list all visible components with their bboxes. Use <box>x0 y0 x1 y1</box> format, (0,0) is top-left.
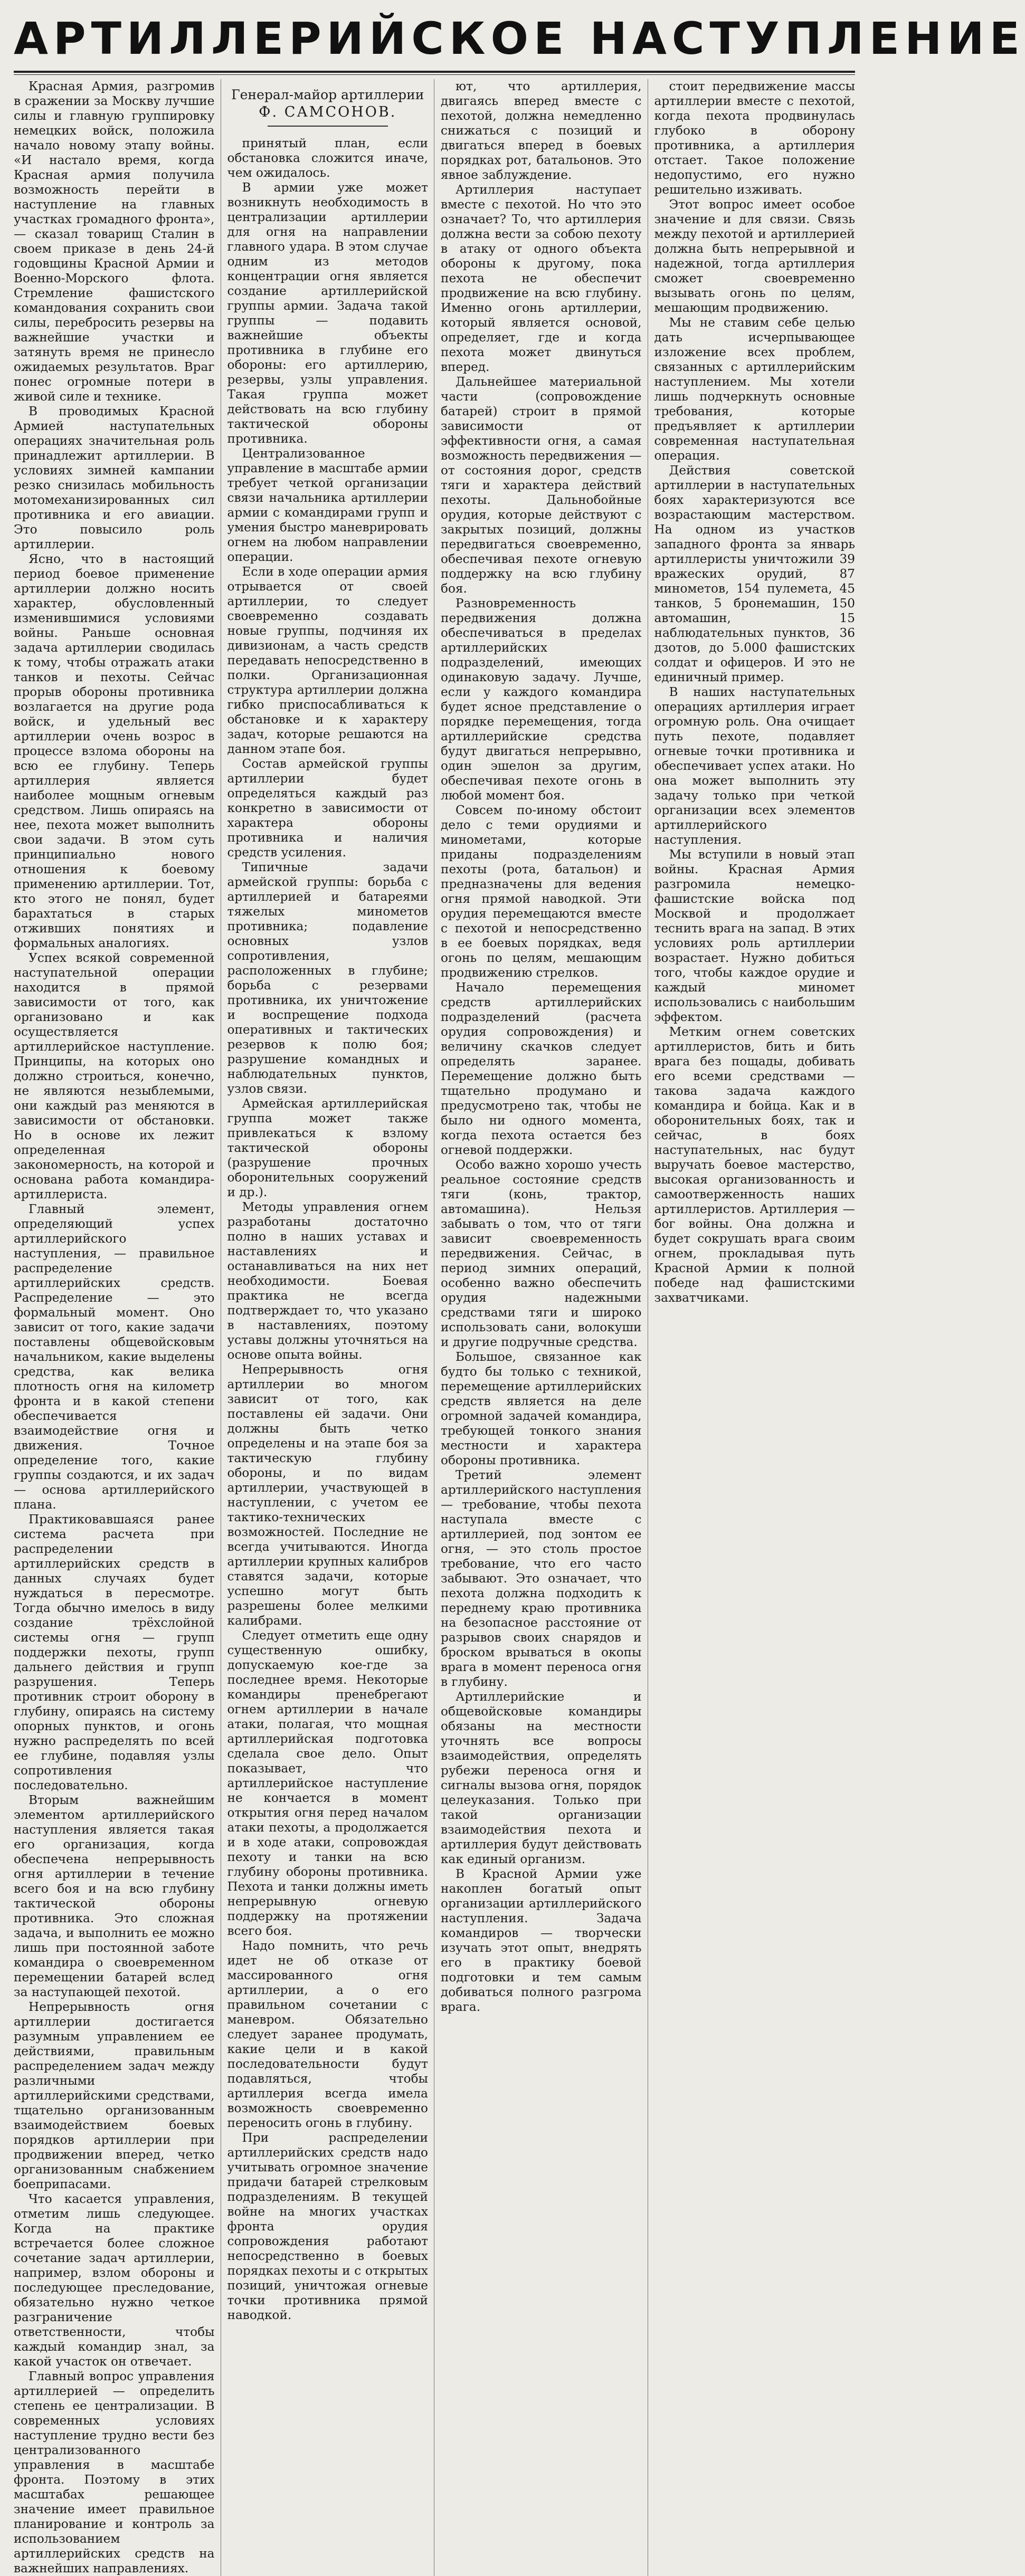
paragraph: Практиковавшаяся ранее система расчета при распределении артиллерийских средств в данных случаях будет нуждаться в пересмотре. Тогда обычно имелось в виду создание трёхслойной системы огня — групп поддержки пехоты, групп дальнего действия и групп разрушения. Теперь противник строит оборону в глубину, опираясь на систему опорных пунктов, и огонь нужно распределять по всей ее глубине, подавляя узлы сопротивления последовательно. <box>14 1512 215 1792</box>
paragraph: Красная Армия, разгромив в сражении за Москву лучшие силы и главную группировку немецких войск, положила начало новому этапу войны. «И настало время, когда Красная армия получила возможность перейти в наступление на главных участках громадного фронта», — сказал товарищ Сталин в своем приказе в день 24-й годовщины Красной Армии и Военно-Морского флота. Стремление фашистского командования сохранить свои силы, перебросить резервы на важнейшие участки и затянуть время не принесло ожидаемых результатов. Враг понес огромные потери в живой силе и технике. <box>14 79 215 404</box>
paragraph: Мы не ставим себе целью дать исчерпывающее изложение всех проблем, связанных с артиллерийским наступлением. Мы хотели лишь подчеркнуть основные требования, которые предъявляет к артиллерии современная наступательная операция. <box>654 316 855 463</box>
byline-rule <box>268 126 388 127</box>
paragraph: Вторым важнейшим элементом артиллерийского наступления является такая его организация, когда обеспечена непрерывность огня артиллерии в течение всего боя и на всю глубину тактической обороны противника. Это сложная задача, и выполнить ее можно лишь при постоянной заботе командира о своевременном перемещении батарей вслед за наступающей пехотой. <box>14 1793 215 1999</box>
paragraph: принятый план, если обстановка сложится иначе, чем ожидалось. <box>227 136 428 180</box>
column-4 <box>654 79 856 2576</box>
paragraph: В армии уже может возникнуть необходимость в централизации артиллерии для огня на направлении главного удара. В этом случае одним из методов концентрации огня является создание артиллерийской группы армии. Задача такой группы — подавить важнейшие объекты противника в глубине его обороны: его артиллерию, резервы, узлы управления. Такая группа может действовать на всю глубину тактической обороны противника. <box>227 180 428 446</box>
paragraph: При распределении артиллерийских средств надо учитывать огромное значение придачи батарей стрелковым подразделениям. В текущей войне на многих участках фронта орудия сопровождения работают непосредственно в боевых порядках пехоты и с открытых позиций, уничтожая огневые точки противника прямой наводкой. <box>227 2131 428 2322</box>
paragraph: Что касается управления, отметим лишь следующее. Когда на практике встречается более сложное сочетание задач артиллерии, например, взлом обороны и последующее преследование, обязательно нужно четкое разграничение ответственности, чтобы каждый командир знал, за какой участок он отвечает. <box>14 2192 215 2369</box>
paragraph: Начало перемещения средств артиллерийских подразделений (расчета орудия сопровождения) и величину скачков следует определять заранее. Перемещение должно быть тщательно продумано и предусмотрено так, чтобы не было ни одного момента, когда пехота остается без огневой поддержки. <box>441 980 642 1157</box>
paragraph: Армейская артиллерийская группа может также привлекаться к взлому тактической обороны (разрушение прочных оборонительных сооружений и др.). <box>227 1096 428 1199</box>
paragraph: В наших наступательных операциях артиллерия играет огромную роль. Она очищает путь пехоте, подавляет огневые точки противника и обеспечивает успех атаки. Но она может выполнить эту задачу только при четкой организации всех элементов артиллерийского наступления. <box>654 685 855 847</box>
paragraph: Методы управления огнем разработаны достаточно полно в наших уставах и наставлениях и останавливаться на них нет необходимости. Боевая практика не всегда подтверждает то, что указано в наставлениях, поэтому уставы должны уточняться на основе опыта войны. <box>227 1200 428 1362</box>
paragraph: Успех всякой современной наступательной операции находится в прямой зависимости от того, как организовано и как осуществляется артиллерийское наступление. Принципы, на которых оно должно строиться, конечно, не являются незыблемыми, они каждый раз меняются в зависимости от обстановки. Но в основе их лежит определенная закономерность, на которой и основана работа командира-артиллериста. <box>14 951 215 1201</box>
paragraph: Разновременность передвижения должна обеспечиваться в пределах артиллерийских подразделений, имеющих одинаковую задачу. Лучше, если у каждого командира будет ясное представление о порядке перемещения, тогда артиллерийские средства будут двигаться непрерывно, один эшелон за другим, обеспечивая пехоте огонь в любой момент боя. <box>441 596 642 803</box>
paragraph: Централизованное управление в масштабе армии требует четкой организации связи начальника артиллерии армии с командирами групп и умения быстро маневрировать огнем на любом направлении операции. <box>227 446 428 564</box>
paragraph: Артиллерийские и общевойсковые командиры обязаны на местности уточнять все вопросы взаимодействия, определять рубежи переноса огня и сигналы вызова огня, порядок целеуказания. Только при такой организации взаимодействия пехота и артиллерия будут действовать как единый организм. <box>441 1690 642 1866</box>
paragraph: Этот вопрос имеет особое значение и для связи. Связь между пехотой и артиллерией должна быть непрерывной и надежной, тогда артиллерия сможет своевременно вызывать огонь по целям, мешающим продвижению. <box>654 197 855 315</box>
paragraph: В проводимых Красной Армией наступательных операциях значительная роль принадлежит артиллерии. В условиях зимней кампании резко снизилась мобильность мотомеханизированных сил противника и его авиации. Это повысило роль артиллерии. <box>14 404 215 551</box>
paragraph: Главный элемент, определяющий успех артиллерийского наступления, — правильное распределение артиллерийских средств. Распределение — это формальный момент. Оно зависит от того, какие задачи поставлены общевойсковым начальником, какие выделены средства, как велика плотность огня на километр фронта и в какой степени обеспечивается взаимодействие огня и движения. Точное определение того, какие группы создаются, и их задач — основа артиллерийского плана. <box>14 1202 215 1512</box>
paragraph: Главный вопрос управления артиллерией — определить степень ее централизации. В современных условиях наступление трудно вести без централизованного управления в масштабе фронта. Поэтому в этих масштабах решающее значение имеет правильное планирование и контроль за использованием артиллерийских средств на важнейших направлениях. <box>14 2369 215 2575</box>
paragraph: Если в ходе операции армия отрывается от своей артиллерии, то следует своевременно создавать новые группы, подчиняя их дивизионам, а часть средств передавать непосредственно в полки. Организационная структура артиллерии должна гибко приспосабливаться к обстановке и к характеру задач, которые решаются на данном этапе боя. <box>227 565 428 756</box>
paragraph: Мы вступили в новый этап войны. Красная Армия разгромила немецко-фашистские войска под Москвой и продолжает теснить врага на запад. В этих условиях роль артиллерии возрастает. Нужно добиться того, чтобы каждое орудие и каждый миномет использовались с наибольшим эффектом. <box>654 847 855 1024</box>
paragraph: Артиллерия наступает вместе с пехотой. Но что это означает? То, что артиллерия должна вести за собою пехоту в атаку от одного объекта обороны к другому, пока пехота не обеспечит продвижение на всю глубину. Именно огонь артиллерии, который является основой, определяет, где и когда пехота может двинуться вперед. <box>441 183 642 374</box>
article-columns <box>14 79 855 2575</box>
paragraph: Надо помнить, что речь идет не об отказе от массированного огня артиллерии, а о его правильном сочетании с маневром. Обязательно следует заранее продумать, какие цели и в какой последовательности будут подавляться, чтобы артиллерия всегда имела возможность своевременно переносить огонь в глубину. <box>227 1939 428 2130</box>
paragraph: Следует отметить еще одну существенную ошибку, допускаемую кое-где за последнее время. Некоторые командиры пренебрегают огнем артиллерии в начале атаки, полагая, что мощная артиллерийская подготовка сделала свое дело. Опыт показывает, что артиллерийское наступление не кончается в момент открытия огня перед началом атаки пехоты, а продолжается и в ходе атаки, сопровождая пехоту и танки на всю глубину обороны противника. Пехота и танки должны иметь непрерывную огневую поддержку на протяжении всего боя. <box>227 1628 428 1938</box>
paragraph: Совсем по-иному обстоит дело с теми орудиями и минометами, которые приданы подразделениям пехоты (рота, батальон) и предназначены для ведения огня прямой наводкой. Эти орудия перемещаются вместе с пехотой и непосредственно в ее боевых порядках, ведя огонь по целям, мешающим продвижению стрелков. <box>441 803 642 980</box>
paragraph: стоит передвижение массы артиллерии вместе с пехотой, когда пехота продвинулась глубоко в оборону противника, а артиллерия отстает. Такое положение недопустимо, его нужно решительно изживать. <box>654 79 855 197</box>
byline-rank: Генерал-майор артиллерии <box>231 87 424 102</box>
column-1 <box>14 79 215 2576</box>
paragraph: Непрерывность огня артиллерии достигается разумным управлением ее действиями, правильным распределением задач между различными артиллерийскими средствами, тщательно организованным взаимодействием боевых порядков артиллерии при продвижении вперед, четко организованным снабжением боеприпасами. <box>14 2000 215 2191</box>
paragraph: Особо важно хорошо учесть реальное состояние средств тяги (конь, трактор, автомашина). Нельзя забывать о том, что от тяги зависит своевременность передвижения. Сейчас, в период зимних операций, особенно важно обеспечить орудия надежными средствами тяги и широко использовать сани, волокуши и другие подручные средства. <box>441 1158 642 1349</box>
paragraph: Дальнейшее материальной части (сопровождение батарей) строит в прямой зависимости от эффективности огня, а самая возможность передвижения — от состояния дорог, средств тяги и характера действий пехоты. Дальнобойные орудия, которые действуют с закрытых позиций, должны передвигаться своевременно, обеспечивая пехоте огневую поддержку на всю глубину боя. <box>441 375 642 596</box>
paragraph: Большое, связанное как будто бы только с техникой, перемещение артиллерийских средств является на деле огромной задачей командира, требующей тонкого знания местности и характера обороны противника. <box>441 1350 642 1467</box>
column-2 <box>227 79 429 2576</box>
headline-rule <box>14 71 855 73</box>
byline-name: Ф. САМСОНОВ. <box>259 104 397 120</box>
byline <box>227 87 429 127</box>
paragraph: Действия советской артиллерии в наступательных боях характеризуются все возрастающим мастерством. На одном из участков западного фронта за январь артиллеристы уничтожили 39 вражеских орудий, 87 минометов, 154 пулемета, 45 танков, 5 бронемашин, 150 автомашин, 15 наблюдательных пунктов, 36 дзотов, до 5.000 фашистских солдат и офицеров. И это не единичный пример. <box>654 463 855 684</box>
headline-rule-thin <box>14 74 855 75</box>
article-headline: АРТИЛЛЕРИЙСКОЕ НАСТУПЛЕНИЕ <box>14 13 1025 64</box>
paragraph: Ясно, что в настоящий период боевое применение артиллерии должно носить характер, обусловленный изменившимися условиями войны. Раньше основная задача артиллерии сводилась к тому, чтобы отражать атаки танков и пехоты. Сейчас прорыв обороны противника возлагается на другие рода войск, и удельный вес артиллерии очень возрос в процессе взлома обороны на всю ее глубину. Теперь артиллерия является наиболее мощным огневым средством. Лишь опираясь на нее, пехота может выполнить свои задачи. В этом суть принципиально нового отношения к боевому применению артиллерии. Тот, кто этого не понял, будет барахтаться в старых отживших понятиях и формальных аналогиях. <box>14 552 215 950</box>
paragraph: ют, что артиллерия, двигаясь вперед вместе с пехотой, должна немедленно снижаться с позиций и двигаться вперед в боевых порядках рот, батальонов. Это явное заблуждение. <box>441 79 642 182</box>
paragraph: Типичные задачи армейской группы: борьба с артиллерией и батареями тяжелых минометов противника; подавление основных узлов сопротивления, расположенных в глубине; борьба с резервами противника, их уничтожение и воспрещение подхода оперативных и тактических резервов к полю боя; разрушение командных и наблюдательных пунктов, узлов связи. <box>227 860 428 1096</box>
paragraph: Третий элемент артиллерийского наступления — требование, чтобы пехота наступала вместе с артиллерией, под зонтом ее огня, — это столь простое требование, что его часто забывают. Это означает, что пехота должна подходить к переднему краю противника на безопасное расстояние от разрывов своих снарядов и броском врываться в окопы врага в момент переноса огня в глубину. <box>441 1468 642 1689</box>
column-3 <box>441 79 642 2576</box>
paragraph: Состав армейской группы артиллерии будет определяться каждый раз конкретно в зависимости от характера обороны противника и наличия средств усиления. <box>227 757 428 860</box>
paragraph: Непрерывность огня артиллерии во многом зависит от того, как поставлены ей задачи. Они должны быть четко определены и на этапе боя за тактическую глубину обороны, и по видам артиллерии, участвующей в наступлении, с учетом ее тактико-технических возможностей. Последние не всегда учитываются. Иногда артиллерии крупных калибров ставятся задачи, которые успешно могут быть разрешены более мелкими калибрами. <box>227 1362 428 1628</box>
paragraph: В Красной Армии уже накоплен богатый опыт организации артиллерийского наступления. Задача командиров — творчески изучать этот опыт, внедрять его в практику боевой подготовки и тем самым добиваться полного разгрома врага. <box>441 1867 642 2014</box>
paragraph: Метким огнем советских артиллеристов, бить и бить врага без пощады, добивать его всеми средствами — такова задача каждого командира и бойца. Как и в оборонительных боях, так и сейчас, в боях наступательных, нас будут выручать боевое мастерство, высокая организованность и самоотверженность наших артиллеристов. Артиллерия — бог войны. Она должна и будет сокрушать врага своим огнем, прокладывая путь Красной Армии к полной победе над фашистскими захватчиками. <box>654 1025 855 1305</box>
